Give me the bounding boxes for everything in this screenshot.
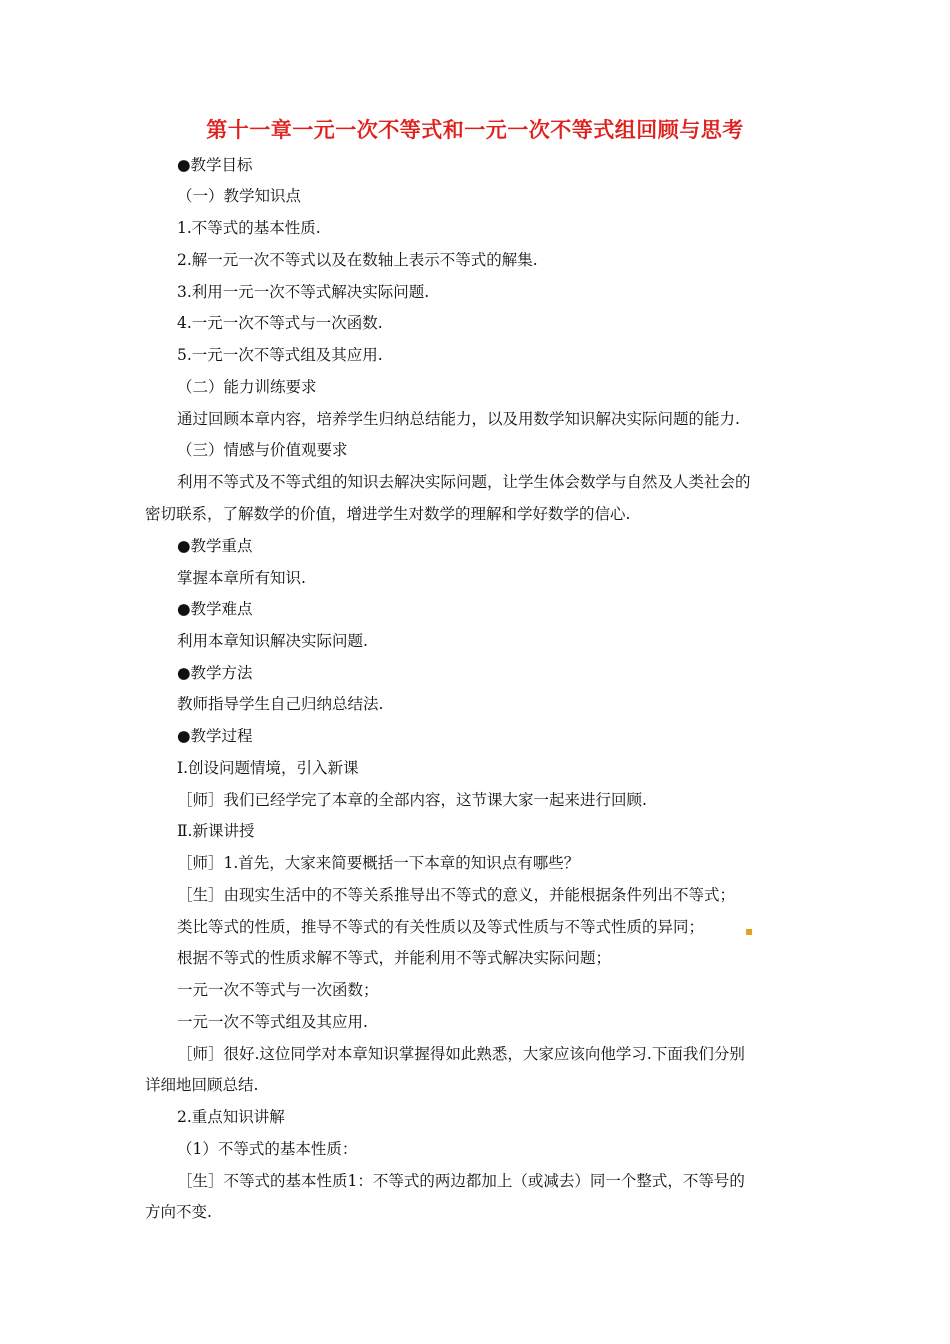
subheading-knowledge-points: （一）教学知识点 <box>177 187 302 205</box>
section-heading-difficulty: ●教学难点 <box>177 600 253 618</box>
subheading-ability: （二）能力训练要求 <box>177 378 317 396</box>
list-item: 3.利用一元一次不等式解决实际问题. <box>177 283 430 301</box>
section-heading-focus: ●教学重点 <box>177 537 253 555</box>
subheading-step-1: Ⅰ.创设问题情境，引入新课 <box>177 759 359 777</box>
subheading-property: （1）不等式的基本性质： <box>177 1140 358 1158</box>
paragraph: 通过回顾本章内容，培养学生归纳总结能力，以及用数学知识解决实际问题的能力. <box>177 410 740 428</box>
paragraph-continuation: 方向不变. <box>145 1203 212 1221</box>
dialogue-line: ［生］不等式的基本性质1：不等式的两边都加上（或减去）同一个整式，不等号的 <box>177 1172 745 1190</box>
paragraph-continuation: 详细地回顾总结. <box>145 1076 259 1094</box>
paragraph: 教师指导学生自己归纳总结法. <box>177 695 384 713</box>
paragraph: 利用不等式及不等式组的知识去解决实际问题，让学生体会数学与自然及人类社会的 <box>177 473 751 491</box>
subheading-key-knowledge: 2.重点知识讲解 <box>177 1108 285 1126</box>
list-item: 1.不等式的基本性质. <box>177 219 321 237</box>
section-heading-goals: ●教学目标 <box>177 156 253 174</box>
dialogue-line: ［师］很好.这位同学对本章知识掌握得如此熟悉，大家应该向他学习.下面我们分别 <box>177 1045 745 1063</box>
paragraph-continuation: 密切联系，了解数学的价值，增进学生对数学的理解和学好数学的信心. <box>145 505 631 523</box>
paragraph: 利用本章知识解决实际问题. <box>177 632 368 650</box>
list-item: 5.一元一次不等式组及其应用. <box>177 346 383 364</box>
list-item: 4.一元一次不等式与一次函数. <box>177 314 383 332</box>
paragraph: 一元一次不等式与一次函数； <box>177 981 379 999</box>
subheading-step-2: Ⅱ.新课讲授 <box>177 822 255 840</box>
dialogue-line: ［生］由现实生活中的不等关系推导出不等式的意义，并能根据条件列出不等式； <box>177 886 736 904</box>
dialogue-line: ［师］我们已经学完了本章的全部内容，这节课大家一起来进行回顾. <box>177 791 647 809</box>
paragraph: 掌握本章所有知识. <box>177 569 306 587</box>
paragraph: 一元一次不等式组及其应用. <box>177 1013 368 1031</box>
section-heading-process: ●教学过程 <box>177 727 253 745</box>
list-item: 2.解一元一次不等式以及在数轴上表示不等式的解集. <box>177 251 538 269</box>
subheading-values: （三）情感与价值观要求 <box>177 441 348 459</box>
section-heading-method: ●教学方法 <box>177 664 253 682</box>
paragraph: 类比等式的性质，推导不等式的有关性质以及等式性质与不等式性质的异同； <box>177 918 705 936</box>
stray-mark: ▪ <box>745 924 754 938</box>
document-title: 第十一章一元一次不等式和一元一次不等式组回顾与思考 <box>206 117 744 142</box>
dialogue-line: ［师］1.首先，大家来简要概括一下本章的知识点有哪些？ <box>177 854 580 872</box>
paragraph: 根据不等式的性质求解不等式，并能利用不等式解决实际问题； <box>177 949 612 967</box>
